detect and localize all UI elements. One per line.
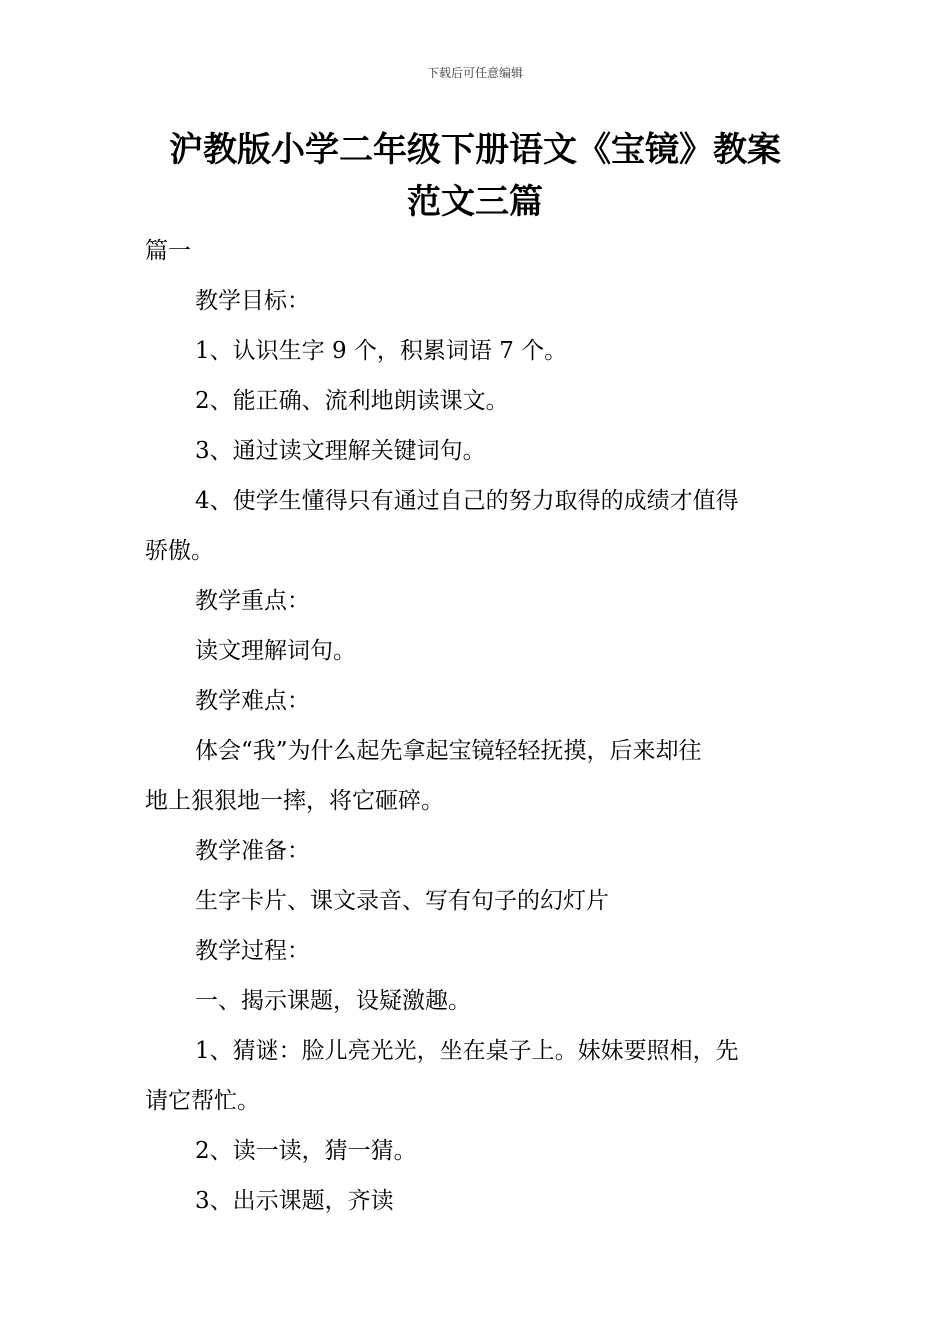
goal-2: 2、能正确、流利地朗读课文。 <box>195 388 509 414</box>
goal-1: 1、认识生字 9 个，积累词语 7 个。 <box>195 338 568 364</box>
heading-teaching-goals: 教学目标： <box>195 288 310 314</box>
riddle-line-2: 请它帮忙。 <box>145 1088 260 1114</box>
heading-preparation: 教学准备： <box>195 838 310 864</box>
process-step-1: 一、揭示课题，设疑激趣。 <box>195 988 471 1014</box>
section-label: 篇一 <box>145 238 191 264</box>
title-line-2: 范文三篇 <box>407 182 543 222</box>
difficulties-line-1: 体会“我”为什么起先拿起宝镜轻轻抚摸，后来却往 <box>195 738 702 764</box>
goal-3: 3、通过读文理解关键词句。 <box>195 438 486 464</box>
document-body <box>145 226 810 1226</box>
process-read-guess: 2、读一读，猜一猜。 <box>195 1138 417 1164</box>
heading-key-points: 教学重点： <box>195 588 310 614</box>
heading-difficulties: 教学难点： <box>195 688 310 714</box>
document-title <box>100 124 850 228</box>
process-show-title: 3、出示课题，齐读 <box>195 1188 394 1214</box>
riddle-line-1: 1、猜谜：脸儿亮光光，坐在桌子上。妹妹要照相，先 <box>195 1038 739 1064</box>
goal-4-line-2: 骄傲。 <box>145 538 214 564</box>
heading-process: 教学过程： <box>195 938 310 964</box>
header-note: 下载后可任意编辑 <box>426 66 523 80</box>
process-riddle <box>145 1026 810 1126</box>
title-line-1: 沪教版小学二年级下册语文《宝镜》教案 <box>169 130 781 170</box>
preparation-text: 生字卡片、课文录音、写有句子的幻灯片 <box>195 888 609 914</box>
key-points-text: 读文理解词句。 <box>195 638 356 664</box>
goal-4-line-1: 4、使学生懂得只有通过自己的努力取得的成绩才值得 <box>195 488 739 514</box>
difficulties-text <box>145 726 810 826</box>
difficulties-line-2: 地上狠狠地一摔，将它砸碎。 <box>145 788 444 814</box>
goal-4 <box>145 476 810 576</box>
